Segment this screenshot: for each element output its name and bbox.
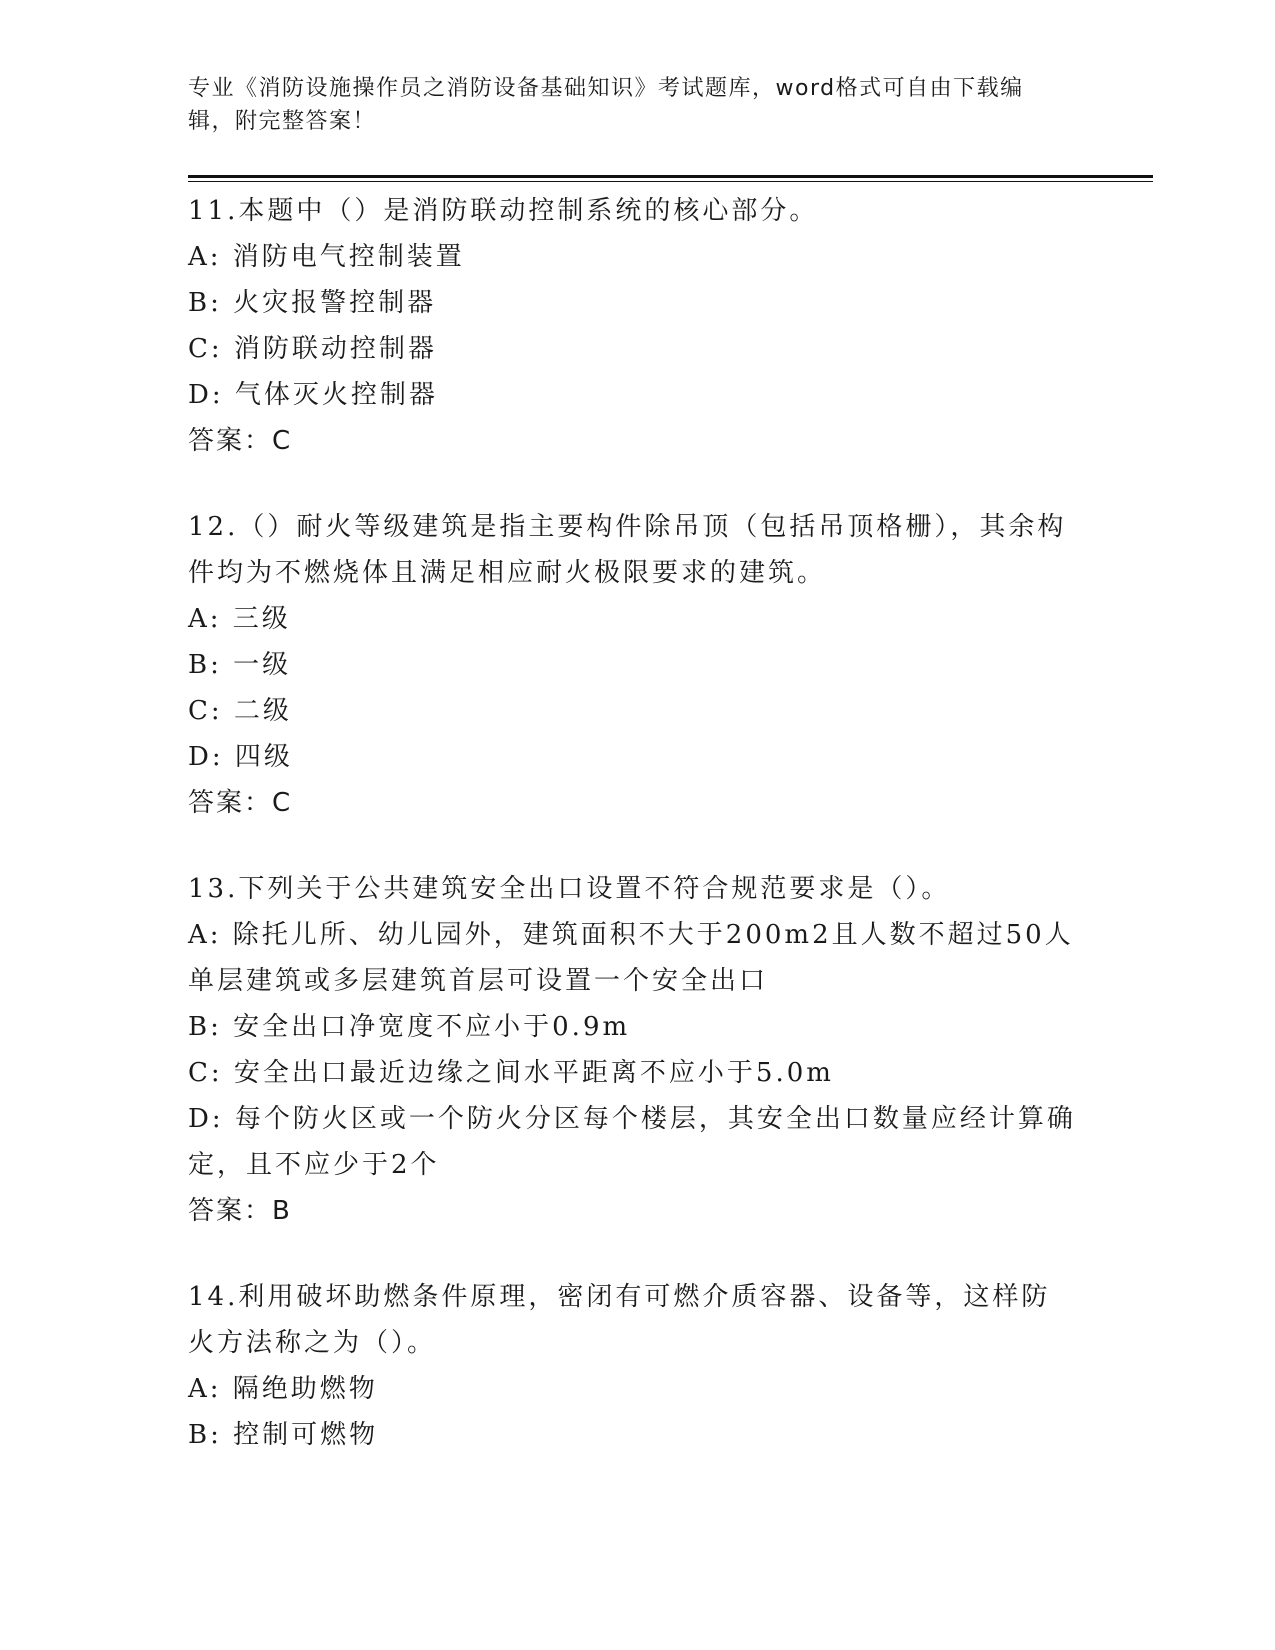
option-c: C: 消防联动控制器 (188, 334, 437, 364)
option-c: C: 二级 (188, 696, 292, 726)
question-stem: 13.下列关于公共建筑安全出口设置不符合规范要求是（）。 (188, 874, 951, 904)
question-stem: 12.（）耐火等级建筑是指主要构件除吊顶（包括吊顶格栅），其余构件均为不燃烧体且满足相应耐火极限要求的建筑。 (188, 512, 1067, 588)
question-stem: 11.本题中（）是消防联动控制系统的核心部分。 (188, 196, 819, 226)
question-12 (188, 504, 1078, 826)
option-b: B: 控制可燃物 (188, 1420, 379, 1450)
option-d: D: 每个防火区或一个防火分区每个楼层，其安全出口数量应经计算确定，且不应少于2个 (188, 1104, 1076, 1180)
question-stem: 14.利用破坏助燃条件原理，密闭有可燃介质容器、设备等，这样防火方法称之为（）。 (188, 1282, 1051, 1358)
document-header: 专业《消防设施操作员之消防设备基础知识》考试题库，word格式可自由下载编辑，附完整答案！ (188, 76, 1024, 134)
header-divider-thin (188, 181, 1153, 182)
option-d: D: 气体灭火控制器 (188, 380, 438, 410)
question-14 (188, 1274, 1078, 1458)
question-13 (188, 866, 1078, 1234)
option-b: B: 安全出口净宽度不应小于0.9m (188, 1012, 631, 1042)
option-a: A: 消防电气控制装置 (188, 242, 465, 272)
question-list (188, 188, 1078, 1498)
header-divider-thick (188, 175, 1153, 178)
option-c: C: 安全出口最近边缘之间水平距离不应小于5.0m (188, 1058, 834, 1088)
option-b: B: 一级 (188, 650, 292, 680)
option-a: A: 隔绝助燃物 (188, 1374, 378, 1404)
option-b: B: 火灾报警控制器 (188, 288, 437, 318)
question-11 (188, 188, 1078, 464)
option-a: A: 除托儿所、幼儿园外，建筑面积不大于200m2且人数不超过50人单层建筑或多层建筑首层可设置一个安全出口 (188, 920, 1074, 996)
option-d: D: 四级 (188, 742, 293, 772)
answer-label: 答案：B (188, 1196, 292, 1226)
option-a: A: 三级 (188, 604, 291, 634)
answer-label: 答案：C (188, 788, 293, 818)
answer-label: 答案：C (188, 426, 293, 456)
